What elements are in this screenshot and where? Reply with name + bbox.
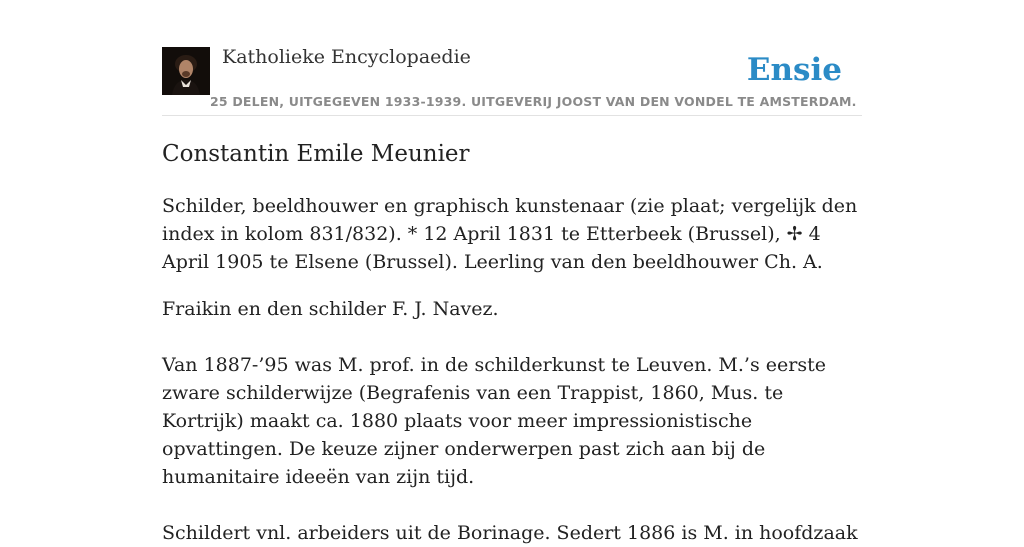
portrait-avatar[interactable] [162,47,210,95]
header-divider [162,115,862,116]
site-subtitle: 25 DELEN, UITGEGEVEN 1933-1939. UITGEVERIJ JOOST VAN DEN VONDEL TE AMSTERDAM. [210,94,857,109]
site-header [162,40,862,116]
article-paragraph: Schildert vnl. arbeiders uit de Borinage. Sedert 1886 is M. in hoofdzaak [162,522,858,544]
site-title-link[interactable]: Katholieke Encyclopaedie [222,46,471,68]
article-paragraph: Schilder, beeldhouwer en graphisch kunstenaar (zie plaat; vergelijk den index in kolom 831/832). * 12 April 1831 te Etterbeek (Brussel), ✢ 4 April 1905 te Elsene (Brussel). Leerling van den beeldhouwer Ch. A. [162,195,858,273]
article-paragraph: Van 1887-’95 was M. prof. in de schilderkunst te Leuven. M.’s eerste zware schilderwijze (Begrafenis van een Trappist, 1860, Mus. te Kortrijk) maakt ca. 1880 plaats voor meer impressionistische opvattingen. De keuze zijner onderwerpen past zich aan bij de humanitaire ideeën van zijn tijd. [162,354,826,488]
portrait-icon [162,47,210,95]
article-paragraph: Fraikin en den schilder F. J. Navez. [162,298,499,320]
ensie-logo-link[interactable]: Ensie [746,52,842,88]
article-content [162,138,862,547]
article-title: Constantin Emile Meunier [162,141,470,167]
